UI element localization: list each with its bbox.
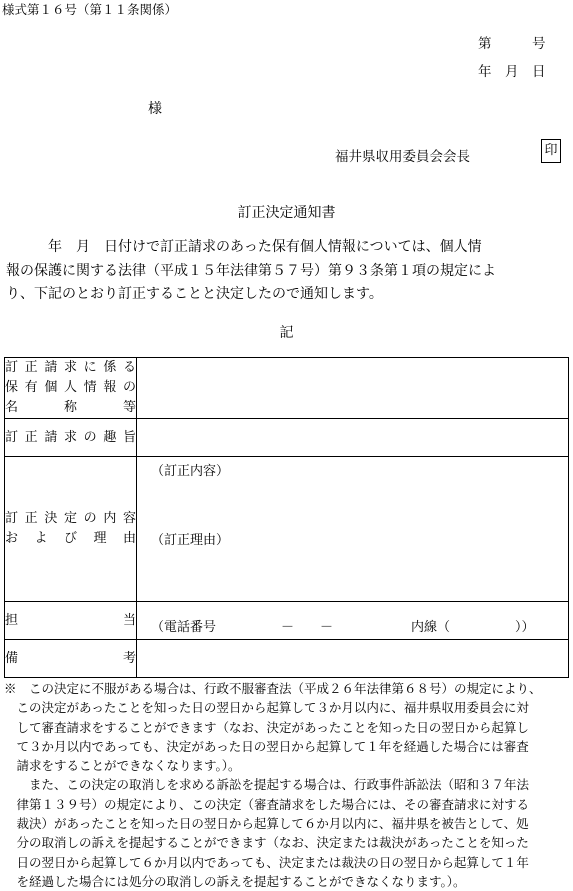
table-row [5,640,569,678]
correction-reason-label: （訂正理由） [151,533,230,548]
table-row [5,358,569,419]
label-line: 担 当 [5,612,136,628]
label-line: 訂正請求に係る [5,360,136,375]
row-label-request-purpose [5,419,137,457]
label-line: 保有個人情報の [5,380,136,395]
appeal-notice [4,679,570,891]
notice-line: 律第１３９号）の規定により、この決定（審査請求をした場合には、その審査請求に対する [4,796,530,812]
table-row [5,602,569,640]
notice-line: 分の取消しの訴えを提起することができます（なお、決定または裁決があったことを知った [4,835,529,851]
label-line: 訂正請求の趣旨 [5,429,136,445]
notice-line: を経過した場合には処分の取消しの訴えを提起することができなくなります。）。 [4,873,466,889]
label-line: お よ び 理 由 [5,531,136,546]
sender-name: 福井県収用委員会会長 [335,149,470,165]
date-block [478,30,546,86]
contact-field[interactable] [137,602,569,640]
notice-line: して審査請求をすることができます（なお、決定があったことを知った日の翌日から起算し [4,719,529,735]
row-label-contact [5,602,137,640]
table-row [5,457,569,602]
body-paragraph [6,236,568,307]
document-number-line: 第 号 [478,36,546,52]
notice-line: 日の翌日から起算して６か月以内であっても、決定または裁決の日の翌日から起算して１年 [4,854,529,870]
row-label-info-name [5,358,137,419]
table-row [5,419,569,457]
document-title: 訂正決定通知書 [237,205,336,221]
notice-line: 請求をすることができなくなります。）。 [4,758,241,774]
label-line: 備 考 [5,650,136,666]
notice-line: ※ この決定に不服がある場合は、行政不服審査法（平成２６年法律第６８号）の規定により、 [4,681,542,696]
decision-content-field[interactable] [137,457,569,602]
recipient-suffix: 様 [148,101,162,117]
form-number: 様式第１６号（第１１条関係） [2,2,178,17]
date-line: 年 月 日 [478,64,546,80]
details-table [4,357,569,678]
remarks-field[interactable] [137,640,569,678]
ki-heading: 記 [279,325,294,341]
row-label-remarks [5,640,137,678]
notice-line: また、この決定の取消しを求める訴訟を提起する場合は、行政事件訴訟法（昭和３７年法 [4,777,530,793]
request-purpose-field[interactable] [137,419,569,457]
notice-line: て３か月以内であっても、決定があった日の翌日から起算して１年を経過した場合には審査 [4,738,529,754]
seal-box: 印 [541,139,561,163]
correction-content-label: （訂正内容） [151,464,230,479]
body-line: り、下記のとおり訂正することと決定したので通知します。 [6,286,383,302]
body-line: 年 月 日付けで訂正請求のあった保有個人情報については、個人情 [6,239,482,255]
body-line: 報の保護に関する法律（平成１５年法律第５７号）第９３条第１項の規定によ [6,262,496,279]
label-line: 名 称 等 [5,400,136,415]
label-line: 訂正決定の内容 [5,511,136,526]
info-name-field[interactable] [137,358,569,419]
phone-number-line: （電話番号 － － 内線（ ）） [151,620,535,635]
notice-line: 裁決）があったことを知った日の翌日から起算して６か月以内に、福井県を被告として、処 [4,816,529,832]
row-label-decision-content [5,457,137,602]
notice-line: この決定があったことを知った日の翌日から起算して３か月以内に、福井県収用委員会に対 [4,700,529,716]
